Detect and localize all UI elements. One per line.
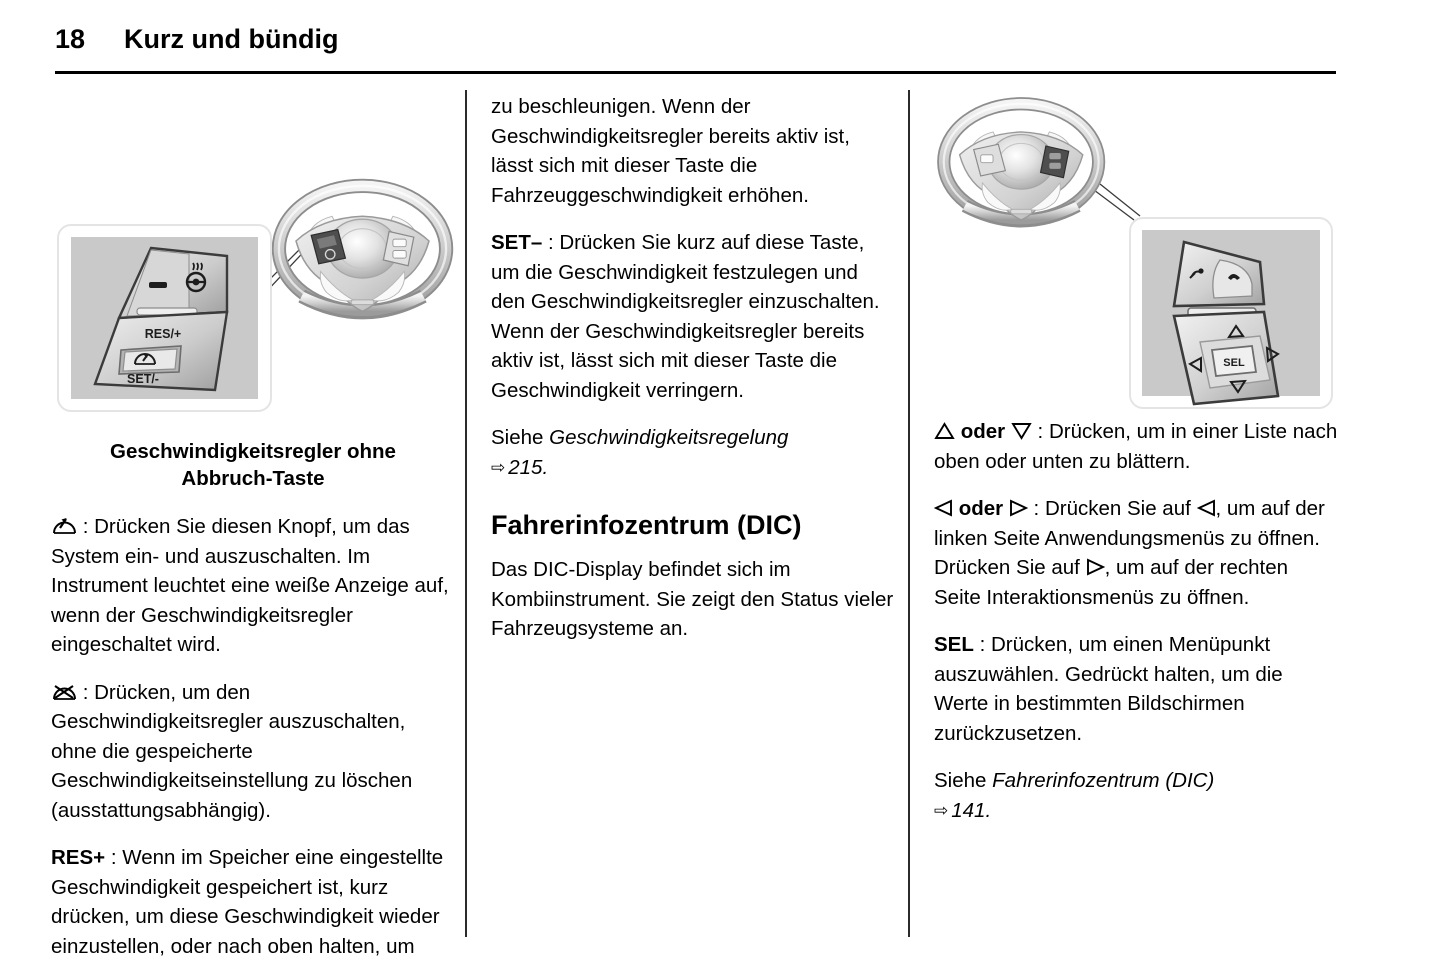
steering-wheel-left-controls-figure: [51, 92, 455, 422]
cruise-on-off-button-inset: [119, 346, 181, 374]
triangle-right-icon: [1009, 499, 1028, 517]
right-control-pad-on-wheel: [1041, 146, 1069, 178]
paragraph-dic-intro: Das DIC-Display befindet sich im Kombiinstrument. Sie zeigt den Status vieler Fahrzeugsysteme an.: [491, 558, 894, 640]
triangle-down-icon: [1011, 422, 1032, 440]
left-right-text-2: , um auf der linken Seite Anwendungsmenüs zu öffnen. Drücken Sie auf: [934, 497, 1325, 579]
sel-separator: :: [973, 633, 991, 656]
cruise-control-cancel-icon: [51, 683, 77, 702]
xref-prefix: Siehe: [491, 426, 550, 449]
inset-label-set: SET/-: [127, 372, 159, 386]
page-number: 18: [55, 24, 86, 54]
xref-page: 141: [951, 798, 986, 822]
xref-suffix: .: [985, 798, 992, 822]
paragraph-cruise-on-off: [51, 512, 455, 660]
left-controls-detail-inset: [58, 225, 271, 411]
column-1: [51, 92, 455, 961]
paragraph-cruise-cancel: [51, 678, 455, 826]
sel-button-inset: [1212, 346, 1256, 376]
set-minus-label: SET–: [491, 231, 543, 254]
up-down-text: Drücken, um in einer Liste nach oben oder unten zu blättern.: [934, 420, 1338, 473]
triangle-right-icon-inline: [1086, 558, 1105, 576]
caption-line-2: Abbruch-Taste: [181, 467, 325, 490]
set-minus-text: Drücken Sie kurz auf diese Taste, um die Geschwindigkeit festzulegen und den Geschwindigkeitsregler einzuschalten. Wenn der Geschwindigkeitsregler bereits aktiv ist, lässt sich mit dieser Taste die Geschwindigkeit verringern.: [491, 231, 880, 402]
cross-reference-geschwindigkeitsregelung: [491, 423, 895, 483]
paragraph-continuation: zu beschleunigen. Wenn der Geschwindigkeitsregler bereits aktiv ist, lässt sich mit dieser Taste die Fahrzeuggeschwindigkeit erhöhen.: [491, 95, 850, 207]
sel-text: Drücken, um einen Menüpunkt auszuwählen. Gedrückt halten, um die Werte in bestimmten Bildschirmen zurückzusetzen.: [934, 633, 1283, 745]
steering-wheel-illustration: [279, 186, 446, 312]
up-down-separator: :: [1031, 420, 1049, 443]
up-down-conjunction: oder: [960, 420, 1006, 443]
cross-reference-fahrerinfozentrum: [934, 766, 1338, 826]
paragraph-set-minus: [491, 228, 895, 405]
res-plus-text: Wenn im Speicher eine eingestellte Geschwindigkeit gespeichert ist, kurz drücken, um diese Geschwindigkeit wieder einzustellen, oder nach oben halten, um: [51, 846, 444, 958]
xref-arrow-icon: ⇨: [934, 800, 949, 820]
left-right-text-1: Drücken Sie auf: [1044, 497, 1197, 520]
xref-arrow-icon: ⇨: [491, 457, 506, 477]
paragraph-res-plus: [51, 843, 455, 961]
right-controls-detail-inset: [1130, 218, 1332, 408]
xref-target: Fahrerinfozentrum (DIC): [992, 769, 1215, 792]
section-heading-dic: Fahrerinfozentrum (DIC): [491, 510, 802, 540]
caption-line-1: Geschwindigkeitsregler ohne: [110, 440, 396, 463]
left-right-conjunction: oder: [958, 497, 1004, 520]
column-divider-2: [908, 90, 910, 937]
left-right-text-3: , um auf der rechten Seite Interaktionsmenüs zu öffnen.: [934, 556, 1289, 609]
xref-target: Geschwindigkeitsregelung: [549, 426, 789, 449]
set-minus-separator: :: [542, 231, 560, 254]
callout-leader-line: [1094, 184, 1140, 220]
cruise-on-off-separator: :: [77, 515, 95, 538]
paragraph-up-down: [934, 417, 1338, 476]
triangle-left-icon-inline: [1197, 499, 1216, 517]
triangle-left-icon: [934, 499, 953, 517]
header-rule: [55, 71, 1336, 74]
column-3: [934, 92, 1338, 826]
xref-suffix: .: [542, 455, 549, 479]
steering-wheel-illustration: [944, 104, 1099, 221]
cruise-cancel-text: Drücken, um den Geschwindigkeitsregler auszuschalten, ohne die gespeicherte Geschwindigkeitseinstellung zu löschen (ausstattungsabhängig).: [51, 680, 413, 822]
res-plus-label: RES+: [51, 846, 106, 869]
triangle-up-icon: [934, 422, 955, 440]
xref-prefix: Siehe: [934, 769, 993, 792]
column-2: [491, 92, 895, 644]
xref-page: 215: [508, 455, 543, 479]
steering-wheel-right-controls-figure: [934, 92, 1338, 417]
inset-label-sel: SEL: [1223, 357, 1245, 369]
res-plus-separator: :: [105, 846, 123, 869]
column-divider-1: [465, 90, 467, 937]
sel-label: SEL: [934, 633, 974, 656]
figure-caption-left: [51, 438, 455, 492]
left-right-separator: :: [1027, 497, 1045, 520]
chapter-title: Kurz und bündig: [124, 24, 339, 54]
inset-label-res: RES/+: [144, 327, 182, 341]
paragraph-left-right: [934, 494, 1338, 612]
cruise-control-icon: [51, 517, 77, 536]
cruise-cancel-separator: :: [77, 680, 95, 704]
cruise-on-off-text: Drücken Sie diesen Knopf, um das System ein- und auszuschalten. Im Instrument leuchtet eine weiße Anzeige auf, wenn der Geschwindigkeitsregler eingeschaltet wird.: [51, 515, 449, 656]
right-control-pad-on-wheel: [383, 232, 413, 266]
page-header: [55, 24, 1336, 55]
paragraph-sel: [934, 630, 1338, 748]
